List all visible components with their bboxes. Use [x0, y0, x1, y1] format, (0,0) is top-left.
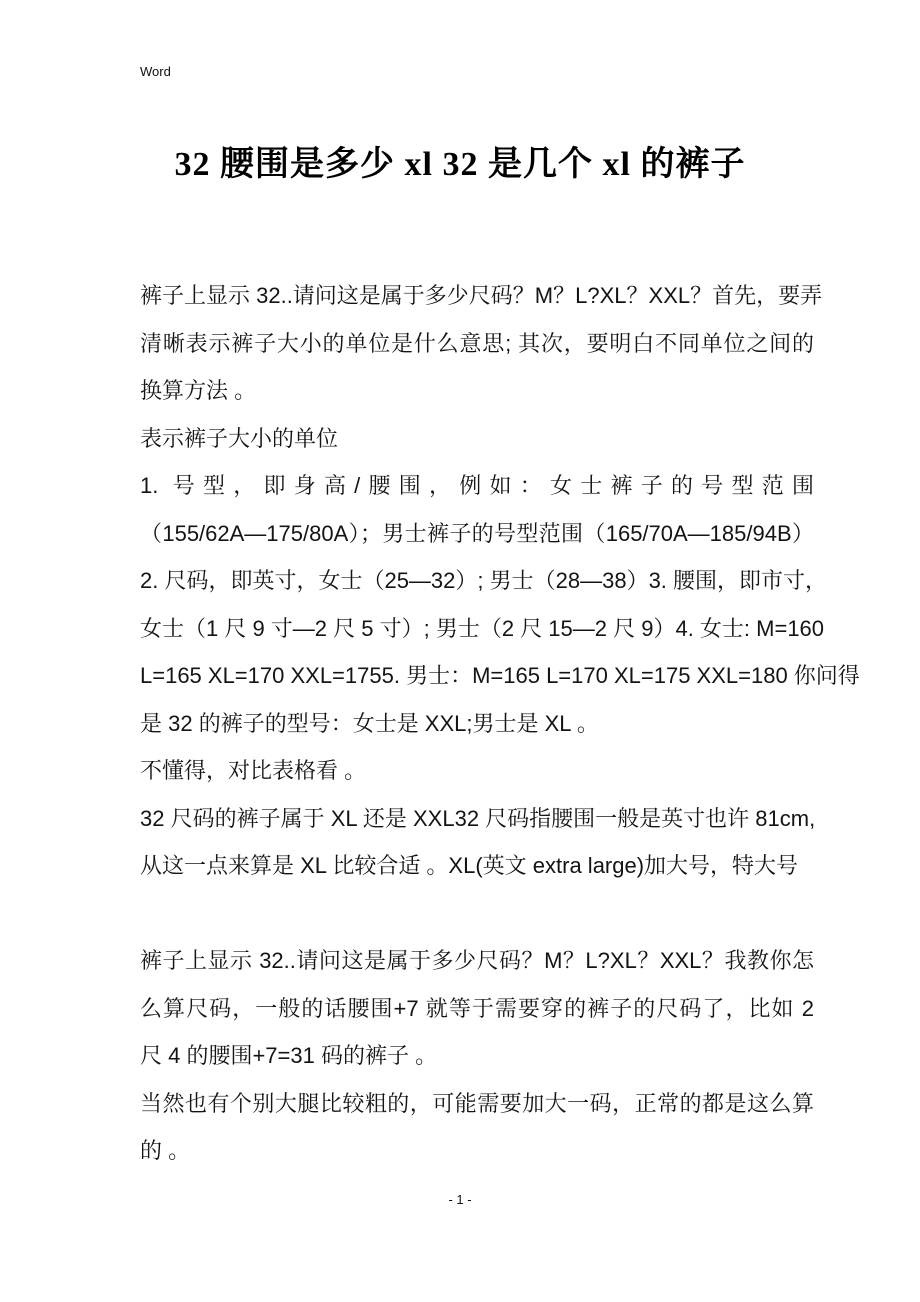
- text-line: 换算方法 。: [140, 378, 257, 403]
- text-line: 表示裤子大小的单位: [140, 425, 339, 451]
- text-line: 从这一点来算是 XL 比较合适 。XL(英文 extra large)加大号，特大号: [140, 853, 799, 878]
- text-line: L=165 XL=170 XXL=1755. 男士：M=165 L=170 XL=175 XXL=180 你问得: [140, 663, 860, 688]
- document-title: 32 腰围是多少 xl 32 是几个 xl 的裤子: [174, 146, 746, 183]
- text-line: 2. 尺码，即英寸，女士（25—32）; 男士（28—38）3. 腰围，即市寸，: [140, 568, 828, 593]
- text-line: 不懂得，对比表格看 。: [140, 758, 367, 783]
- text-line: 裤子上显示 32..请问这是属于多少尺码？M？L?XL？XXL？我教你怎: [140, 948, 814, 973]
- text-line: 1. 号型，即身高/腰围，例如：女士裤子的号型范围: [140, 473, 814, 498]
- text-line: 当然也有个别大腿比较粗的，可能需要加大一码，正常的都是这么算: [140, 1090, 814, 1116]
- text-line: 清晰表示裤子大小的单位是什么意思; 其次，要明白不同单位之间的: [140, 330, 814, 356]
- text-line: 尺 4 的腰围+7=31 码的裤子 。: [140, 1043, 438, 1068]
- document-body: [140, 272, 860, 1175]
- text-line: 32 尺码的裤子属于 XL 还是 XXL32 尺码指腰围一般是英寸也许 81cm,: [140, 805, 816, 831]
- text-line: 女士（1 尺 9 寸—2 尺 5 寸）; 男士（2 尺 15—2 尺 9）4. 女士: M=160: [140, 615, 825, 641]
- app-label: Word: [140, 64, 171, 79]
- text-line: （155/62A—175/80A）；男士裤子的号型范围（165/70A—185/94B）: [140, 520, 814, 546]
- text-line: 的 。: [140, 1138, 191, 1163]
- text-line: 是 32 的裤子的型号：女士是 XXL;男士是 XL 。: [140, 710, 599, 736]
- paragraph-gap: [140, 890, 814, 938]
- text-line: 裤子上显示 32..请问这是属于多少尺码？M？L?XL？XXL？首先，要弄: [140, 283, 823, 308]
- page-number: - 1 -: [448, 1192, 472, 1207]
- text-line: 么算尺码，一般的话腰围+7 就等于需要穿的裤子的尺码了，比如 2: [140, 995, 814, 1021]
